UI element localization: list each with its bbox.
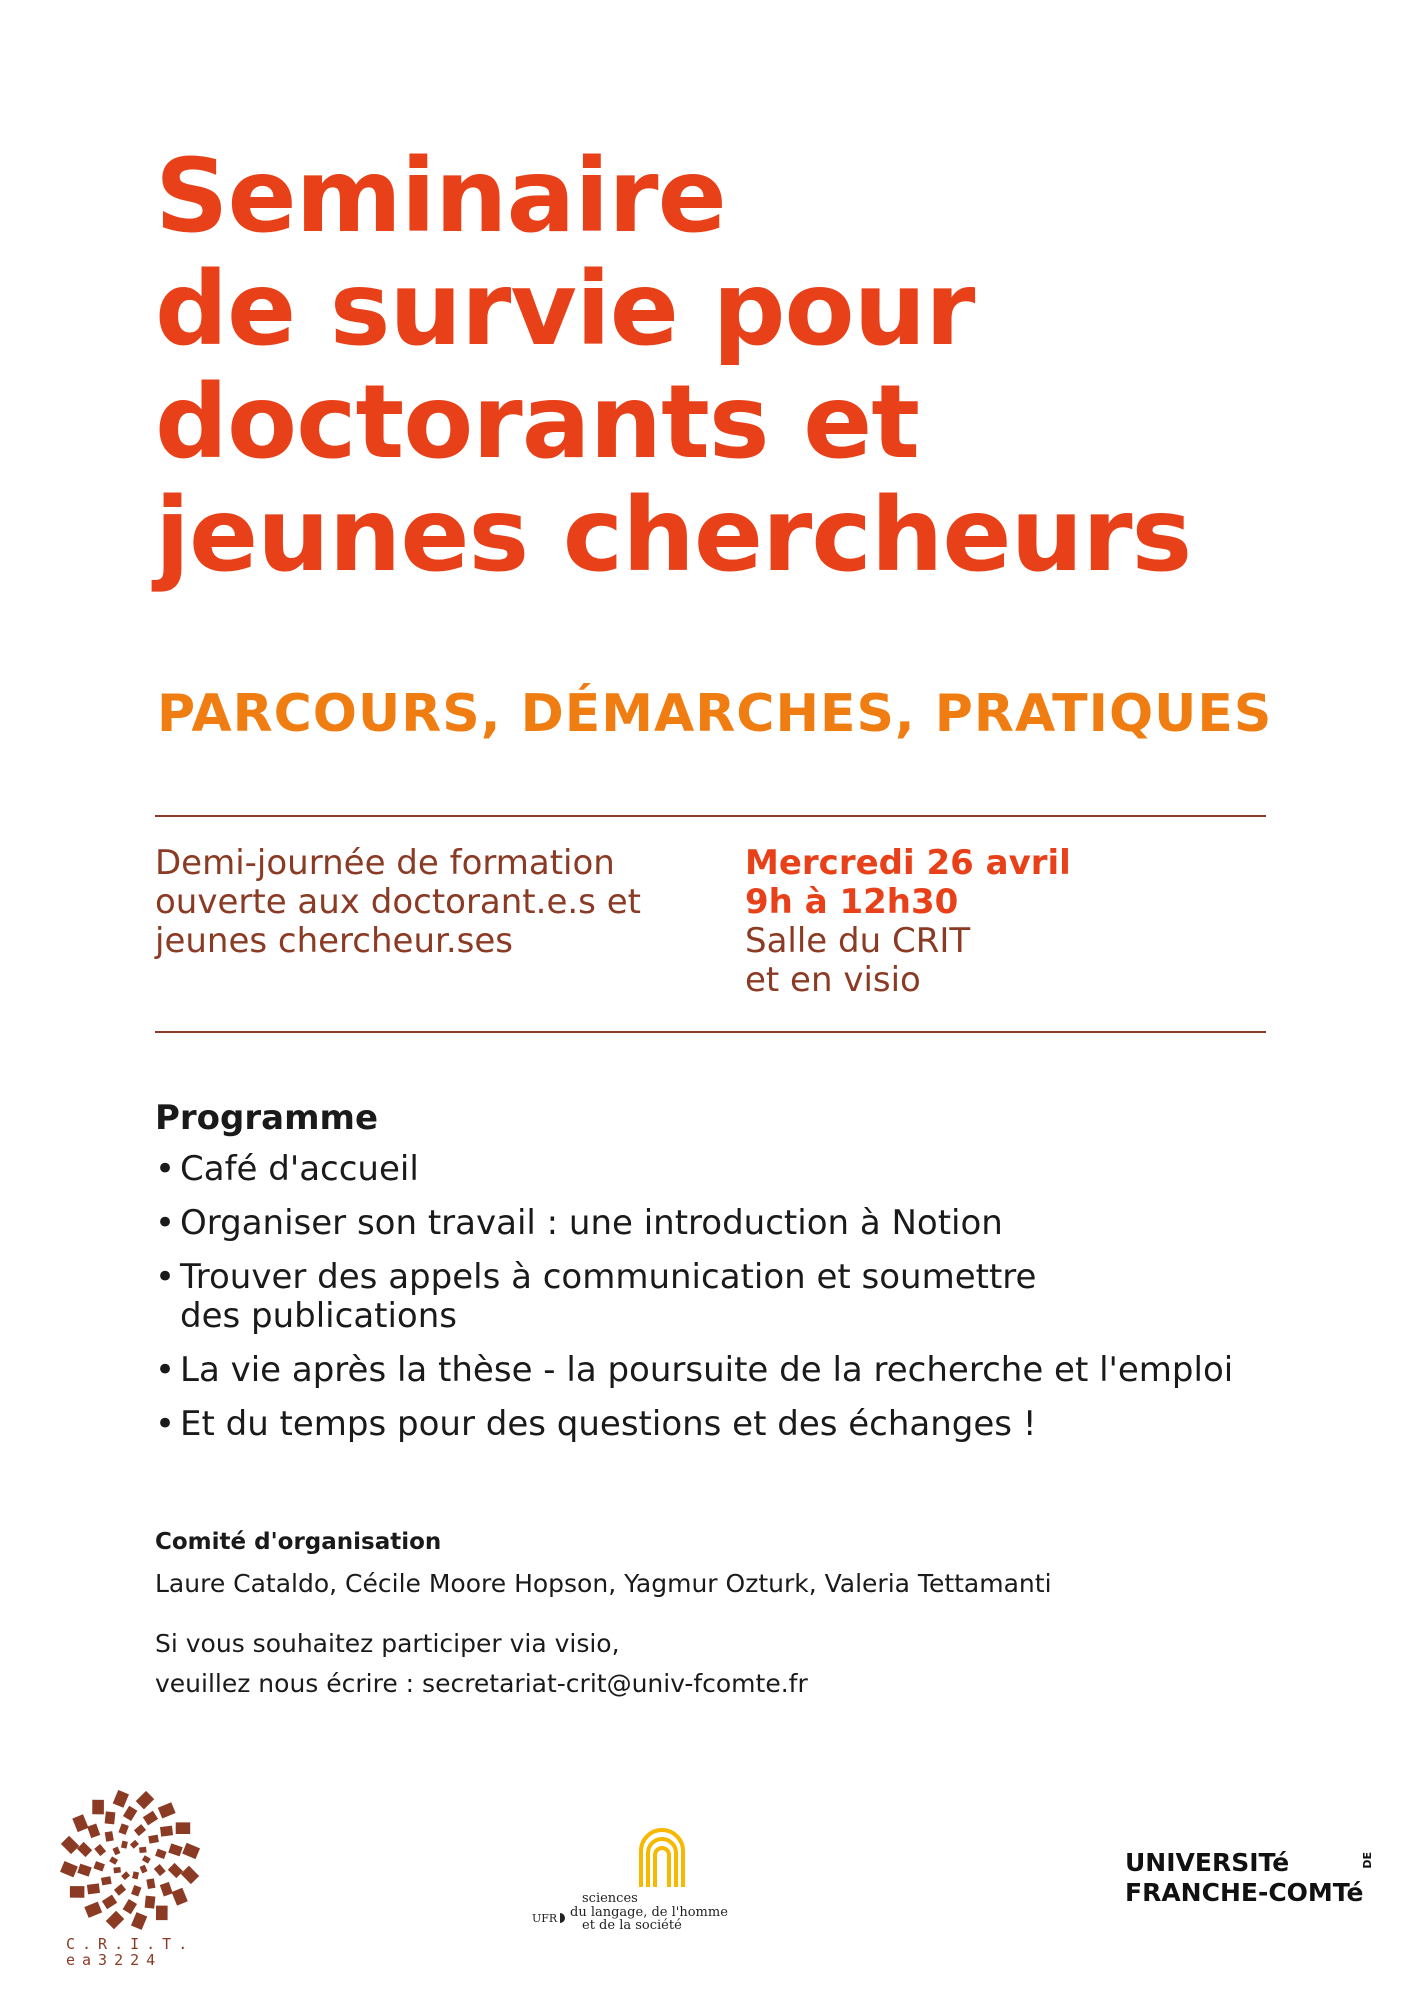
visio-contact: veuillez nous écrire : secretariat-crit@univ-fcomte.fr bbox=[155, 1669, 808, 1698]
svg-text:UFR: UFR bbox=[532, 1912, 558, 1925]
ufr-arch-icon bbox=[641, 1830, 683, 1887]
programme-heading: Programme bbox=[155, 1098, 379, 1138]
committee-members: Laure Cataldo, Cécile Moore Hopson, Yagmur Ozturk, Valeria Tettamanti bbox=[155, 1569, 1052, 1598]
ufc-line: FRANCHE-COMTé bbox=[1125, 1878, 1364, 1907]
ufc-de: DE bbox=[1361, 1852, 1374, 1869]
programme-item: • Trouver des appels à communication et soumettre des publications bbox=[155, 1258, 1233, 1336]
poster-subtitle: PARCOURS, DÉMARCHES, PRATIQUES bbox=[157, 684, 1273, 744]
description-line: Demi-journée de formation bbox=[155, 843, 615, 883]
event-details bbox=[745, 844, 1071, 1000]
poster-title bbox=[155, 137, 1305, 595]
svg-text:et de la société: et de la société bbox=[582, 1918, 682, 1933]
bottom-divider bbox=[155, 1031, 1266, 1033]
svg-text:du langage, de l'homme: du langage, de l'homme bbox=[570, 1905, 728, 1920]
title-line: doctorants et bbox=[155, 363, 920, 482]
event-date: Mercredi 26 avril bbox=[745, 843, 1071, 883]
programme-list bbox=[155, 1150, 1233, 1459]
programme-item: • Café d'accueil bbox=[155, 1150, 1233, 1189]
programme-item: • Organiser son travail : une introduction à Notion bbox=[155, 1204, 1233, 1243]
event-time: 9h à 12h30 bbox=[745, 882, 959, 922]
ufr-logo bbox=[520, 1825, 800, 1945]
description-line: ouverte aux doctorant.e.s et bbox=[155, 882, 641, 922]
visio-line: Si vous souhaitez participer via visio, bbox=[155, 1629, 620, 1658]
event-description bbox=[155, 844, 641, 961]
title-line: Seminaire bbox=[155, 137, 726, 256]
crit-logo-text: C.R.I.T. ea3224 bbox=[66, 1935, 195, 1969]
visio-note bbox=[155, 1624, 808, 1704]
ufc-line: UNIVERSITé bbox=[1125, 1848, 1290, 1877]
ufc-logo bbox=[1125, 1848, 1374, 1908]
programme-item: • Et du temps pour des questions et des échanges ! bbox=[155, 1405, 1233, 1444]
title-line: jeunes chercheurs bbox=[155, 476, 1192, 595]
programme-item: • La vie après la thèse - la poursuite de la recherche et l'emploi bbox=[155, 1351, 1233, 1390]
event-mode: et en visio bbox=[745, 960, 921, 1000]
event-place: Salle du CRIT bbox=[745, 921, 971, 961]
committee-heading: Comité d'organisation bbox=[155, 1529, 442, 1555]
top-divider bbox=[155, 815, 1266, 817]
description-line: jeunes chercheur.ses bbox=[155, 921, 514, 961]
title-line: de survie pour bbox=[155, 250, 975, 369]
svg-text:sciences: sciences bbox=[582, 1891, 638, 1906]
